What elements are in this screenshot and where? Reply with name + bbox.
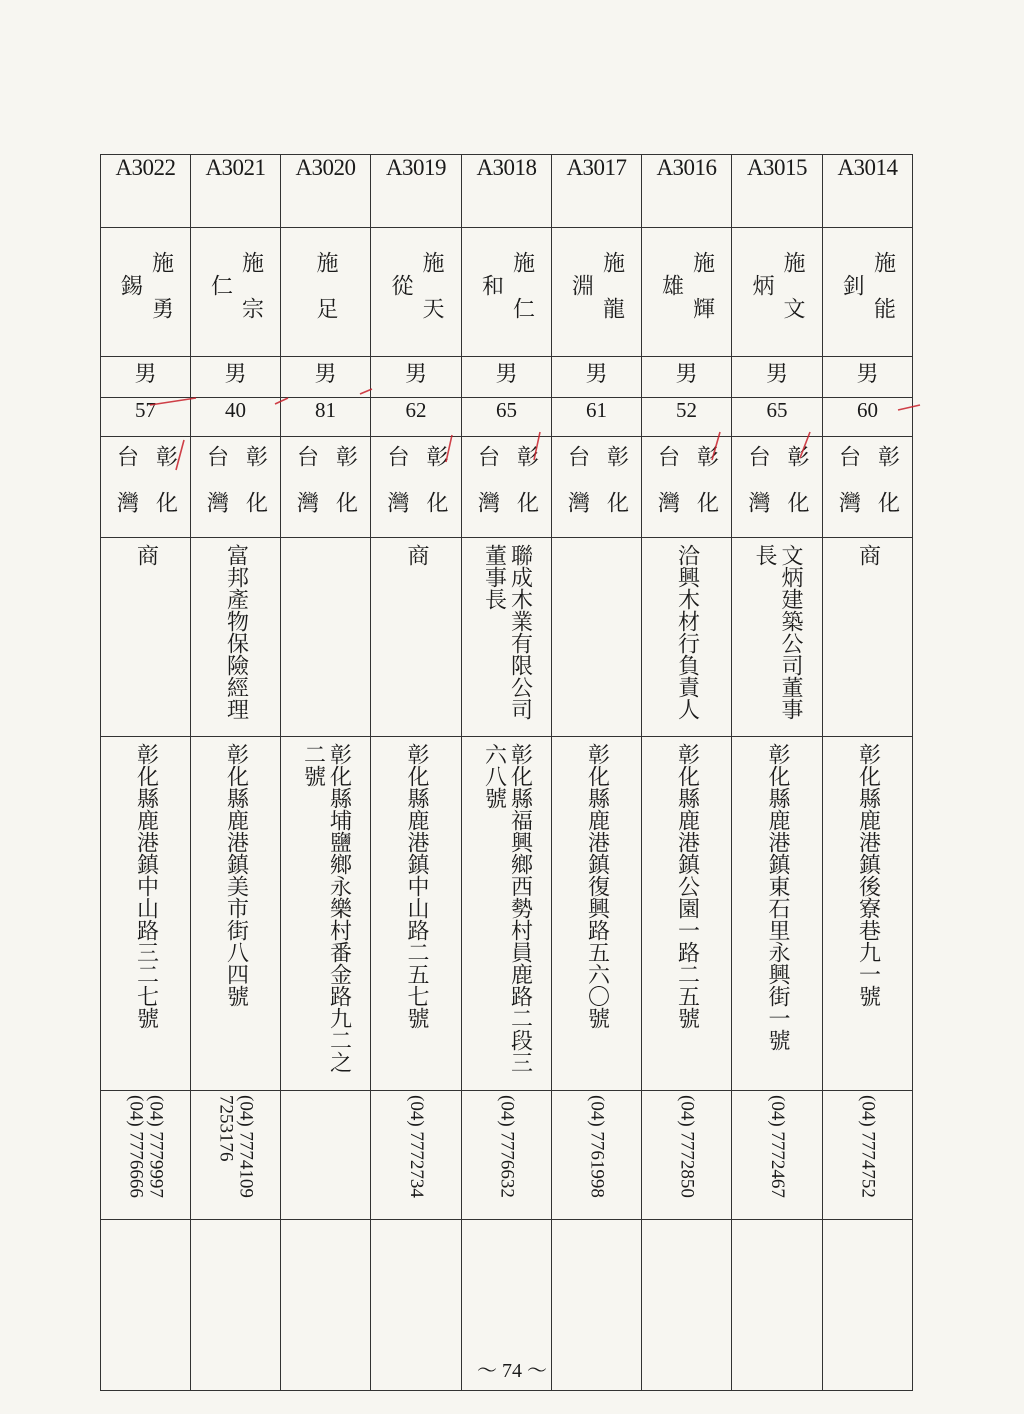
origin-pair [191, 437, 280, 537]
telephone-text: (04) 7761998 [586, 1095, 608, 1198]
member-name: 施勇錫 [117, 251, 174, 343]
origin-region: 台灣 [835, 445, 861, 537]
origin-cell [732, 437, 823, 538]
origin-county: 彰化 [693, 445, 719, 537]
origin-pair [732, 437, 822, 537]
telephone-row [101, 1091, 913, 1220]
occupation-cell [732, 538, 823, 737]
origin-county: 彰化 [152, 445, 178, 537]
address-cell [281, 737, 371, 1091]
member-name: 施文炳 [749, 251, 805, 343]
id-cell: A3021 [191, 155, 281, 228]
origin-region: 台灣 [745, 445, 770, 537]
address-cell [732, 737, 823, 1091]
origin-cell [552, 437, 642, 538]
occupation-cell [552, 538, 642, 737]
member-name: 施足 [313, 251, 338, 343]
address-cell [462, 737, 552, 1091]
origin-cell [281, 437, 371, 538]
name-cell [371, 228, 462, 357]
origin-county: 彰化 [423, 445, 448, 537]
sex-cell: 男 [462, 357, 552, 398]
id-cell: A3018 [462, 155, 552, 228]
name-cell [823, 228, 913, 357]
origin-row [101, 437, 913, 538]
origin-county: 彰化 [874, 445, 900, 537]
telephone-text: (04) 7772467 [767, 1095, 788, 1198]
origin-county: 彰化 [513, 445, 539, 537]
address-text: 彰化縣鹿港鎮東石里永興街一號 [765, 743, 790, 1051]
occupation-cell [642, 538, 732, 737]
origin-pair [281, 437, 370, 537]
sex-cell: 男 [823, 357, 913, 398]
occupation-row [101, 538, 913, 737]
occupation-cell [462, 538, 552, 737]
sex-cell: 男 [642, 357, 732, 398]
member-name: 施宗仁 [207, 251, 264, 343]
occupation-text: 商 [404, 544, 429, 566]
telephone-text: (04) 7774109 7253176 [215, 1095, 257, 1198]
telephone-text: (04) 7779997 (04) 7776666 [125, 1095, 167, 1198]
origin-pair [642, 437, 731, 537]
occupation-text: 富邦產物保險經理 [223, 544, 249, 720]
origin-cell [462, 437, 552, 538]
address-cell [191, 737, 281, 1091]
name-cell [101, 228, 191, 357]
occupation-cell [191, 538, 281, 737]
address-cell [642, 737, 732, 1091]
address-text: 彰化縣鹿港鎮復興路五六〇號 [584, 743, 610, 1029]
age-cell: 40 [191, 398, 281, 437]
sex-cell: 男 [552, 357, 642, 398]
id-cell: A3015 [732, 155, 823, 228]
sex-cell: 男 [732, 357, 823, 398]
sex-cell: 男 [101, 357, 191, 398]
id-cell: A3022 [101, 155, 191, 228]
address-cell [823, 737, 913, 1091]
occupation-text: 商 [133, 544, 159, 566]
address-cell [552, 737, 642, 1091]
occupation-text: 洽興木材行負責人 [674, 544, 700, 720]
address-row [101, 737, 913, 1091]
origin-cell [823, 437, 913, 538]
address-text: 彰化縣鹿港鎮中山路二五七號 [404, 743, 429, 1029]
telephone-cell [281, 1091, 371, 1220]
page-number: ～ 74 ～ [477, 1360, 547, 1382]
name-cell [552, 228, 642, 357]
sex-cell: 男 [371, 357, 462, 398]
name-cell [462, 228, 552, 357]
id-cell: A3016 [642, 155, 732, 228]
address-text: 彰化縣鹿港鎮公園一路二五號 [674, 743, 700, 1029]
origin-region: 台灣 [203, 445, 229, 537]
age-cell: 61 [552, 398, 642, 437]
member-name: 施輝雄 [658, 251, 715, 343]
id-cell: A3017 [552, 155, 642, 228]
origin-region: 台灣 [564, 445, 590, 537]
origin-county: 彰化 [242, 445, 268, 537]
origin-region: 台灣 [474, 445, 500, 537]
name-row [101, 228, 913, 357]
origin-cell [191, 437, 281, 538]
name-cell [281, 228, 371, 357]
age-cell: 62 [371, 398, 462, 437]
origin-region: 台灣 [654, 445, 680, 537]
member-name: 施能釗 [839, 251, 896, 343]
name-cell [732, 228, 823, 357]
age-cell: 65 [732, 398, 823, 437]
name-cell [191, 228, 281, 357]
telephone-cell [552, 1091, 642, 1220]
origin-region: 台灣 [384, 445, 409, 537]
member-roster-table [100, 154, 913, 1391]
telephone-text: (04) 7772734 [406, 1095, 427, 1198]
origin-pair [371, 437, 461, 537]
age-row [101, 398, 913, 437]
address-text: 彰化縣埔鹽鄉永樂村番金路九二之二號 [300, 743, 352, 1073]
origin-cell [371, 437, 462, 538]
occupation-cell [823, 538, 913, 737]
id-cell: A3019 [371, 155, 462, 228]
telephone-text: (04) 7772850 [676, 1095, 698, 1198]
member-name: 施天從 [388, 251, 444, 343]
address-cell [371, 737, 462, 1091]
telephone-cell [191, 1091, 281, 1220]
origin-region: 台灣 [293, 445, 319, 537]
origin-pair [552, 437, 641, 537]
age-cell: 65 [462, 398, 552, 437]
age-cell: 60 [823, 398, 913, 437]
occupation-cell [101, 538, 191, 737]
origin-pair [823, 437, 912, 537]
telephone-cell [462, 1091, 552, 1220]
age-cell: 57 [101, 398, 191, 437]
age-cell: 52 [642, 398, 732, 437]
id-cell: A3014 [823, 155, 913, 228]
name-cell [642, 228, 732, 357]
origin-county: 彰化 [332, 445, 358, 537]
occupation-text: 聯成木業有限公司董事長 [481, 544, 533, 720]
address-text: 彰化縣鹿港鎮中山路三二七號 [133, 743, 159, 1029]
origin-county: 彰化 [603, 445, 629, 537]
origin-cell [642, 437, 732, 538]
sex-cell: 男 [191, 357, 281, 398]
telephone-text: (04) 7776632 [496, 1095, 518, 1198]
sex-cell: 男 [281, 357, 371, 398]
member-name: 施龍淵 [568, 251, 625, 343]
origin-region: 台灣 [113, 445, 139, 537]
telephone-cell [101, 1091, 191, 1220]
occupation-cell [281, 538, 371, 737]
telephone-cell [642, 1091, 732, 1220]
occupation-text: 文炳建築公司董事長 [752, 544, 803, 720]
origin-pair [462, 437, 551, 537]
address-text: 彰化縣鹿港鎮後寮巷九一號 [855, 743, 881, 1007]
id-cell: A3020 [281, 155, 371, 228]
age-cell: 81 [281, 398, 371, 437]
origin-pair [101, 437, 190, 537]
telephone-text: (04) 7774752 [857, 1095, 879, 1198]
member-name: 施仁和 [478, 251, 535, 343]
telephone-cell [823, 1091, 913, 1220]
occupation-cell [371, 538, 462, 737]
telephone-cell [732, 1091, 823, 1220]
telephone-cell [371, 1091, 462, 1220]
address-cell [101, 737, 191, 1091]
id-row [101, 155, 913, 228]
address-text: 彰化縣福興鄉西勢村員鹿路二段三六八號 [481, 743, 533, 1073]
origin-county: 彰化 [784, 445, 809, 537]
sex-row [101, 357, 913, 398]
origin-cell [101, 437, 191, 538]
address-text: 彰化縣鹿港鎮美市街八四號 [223, 743, 249, 1007]
occupation-text: 商 [855, 544, 881, 566]
